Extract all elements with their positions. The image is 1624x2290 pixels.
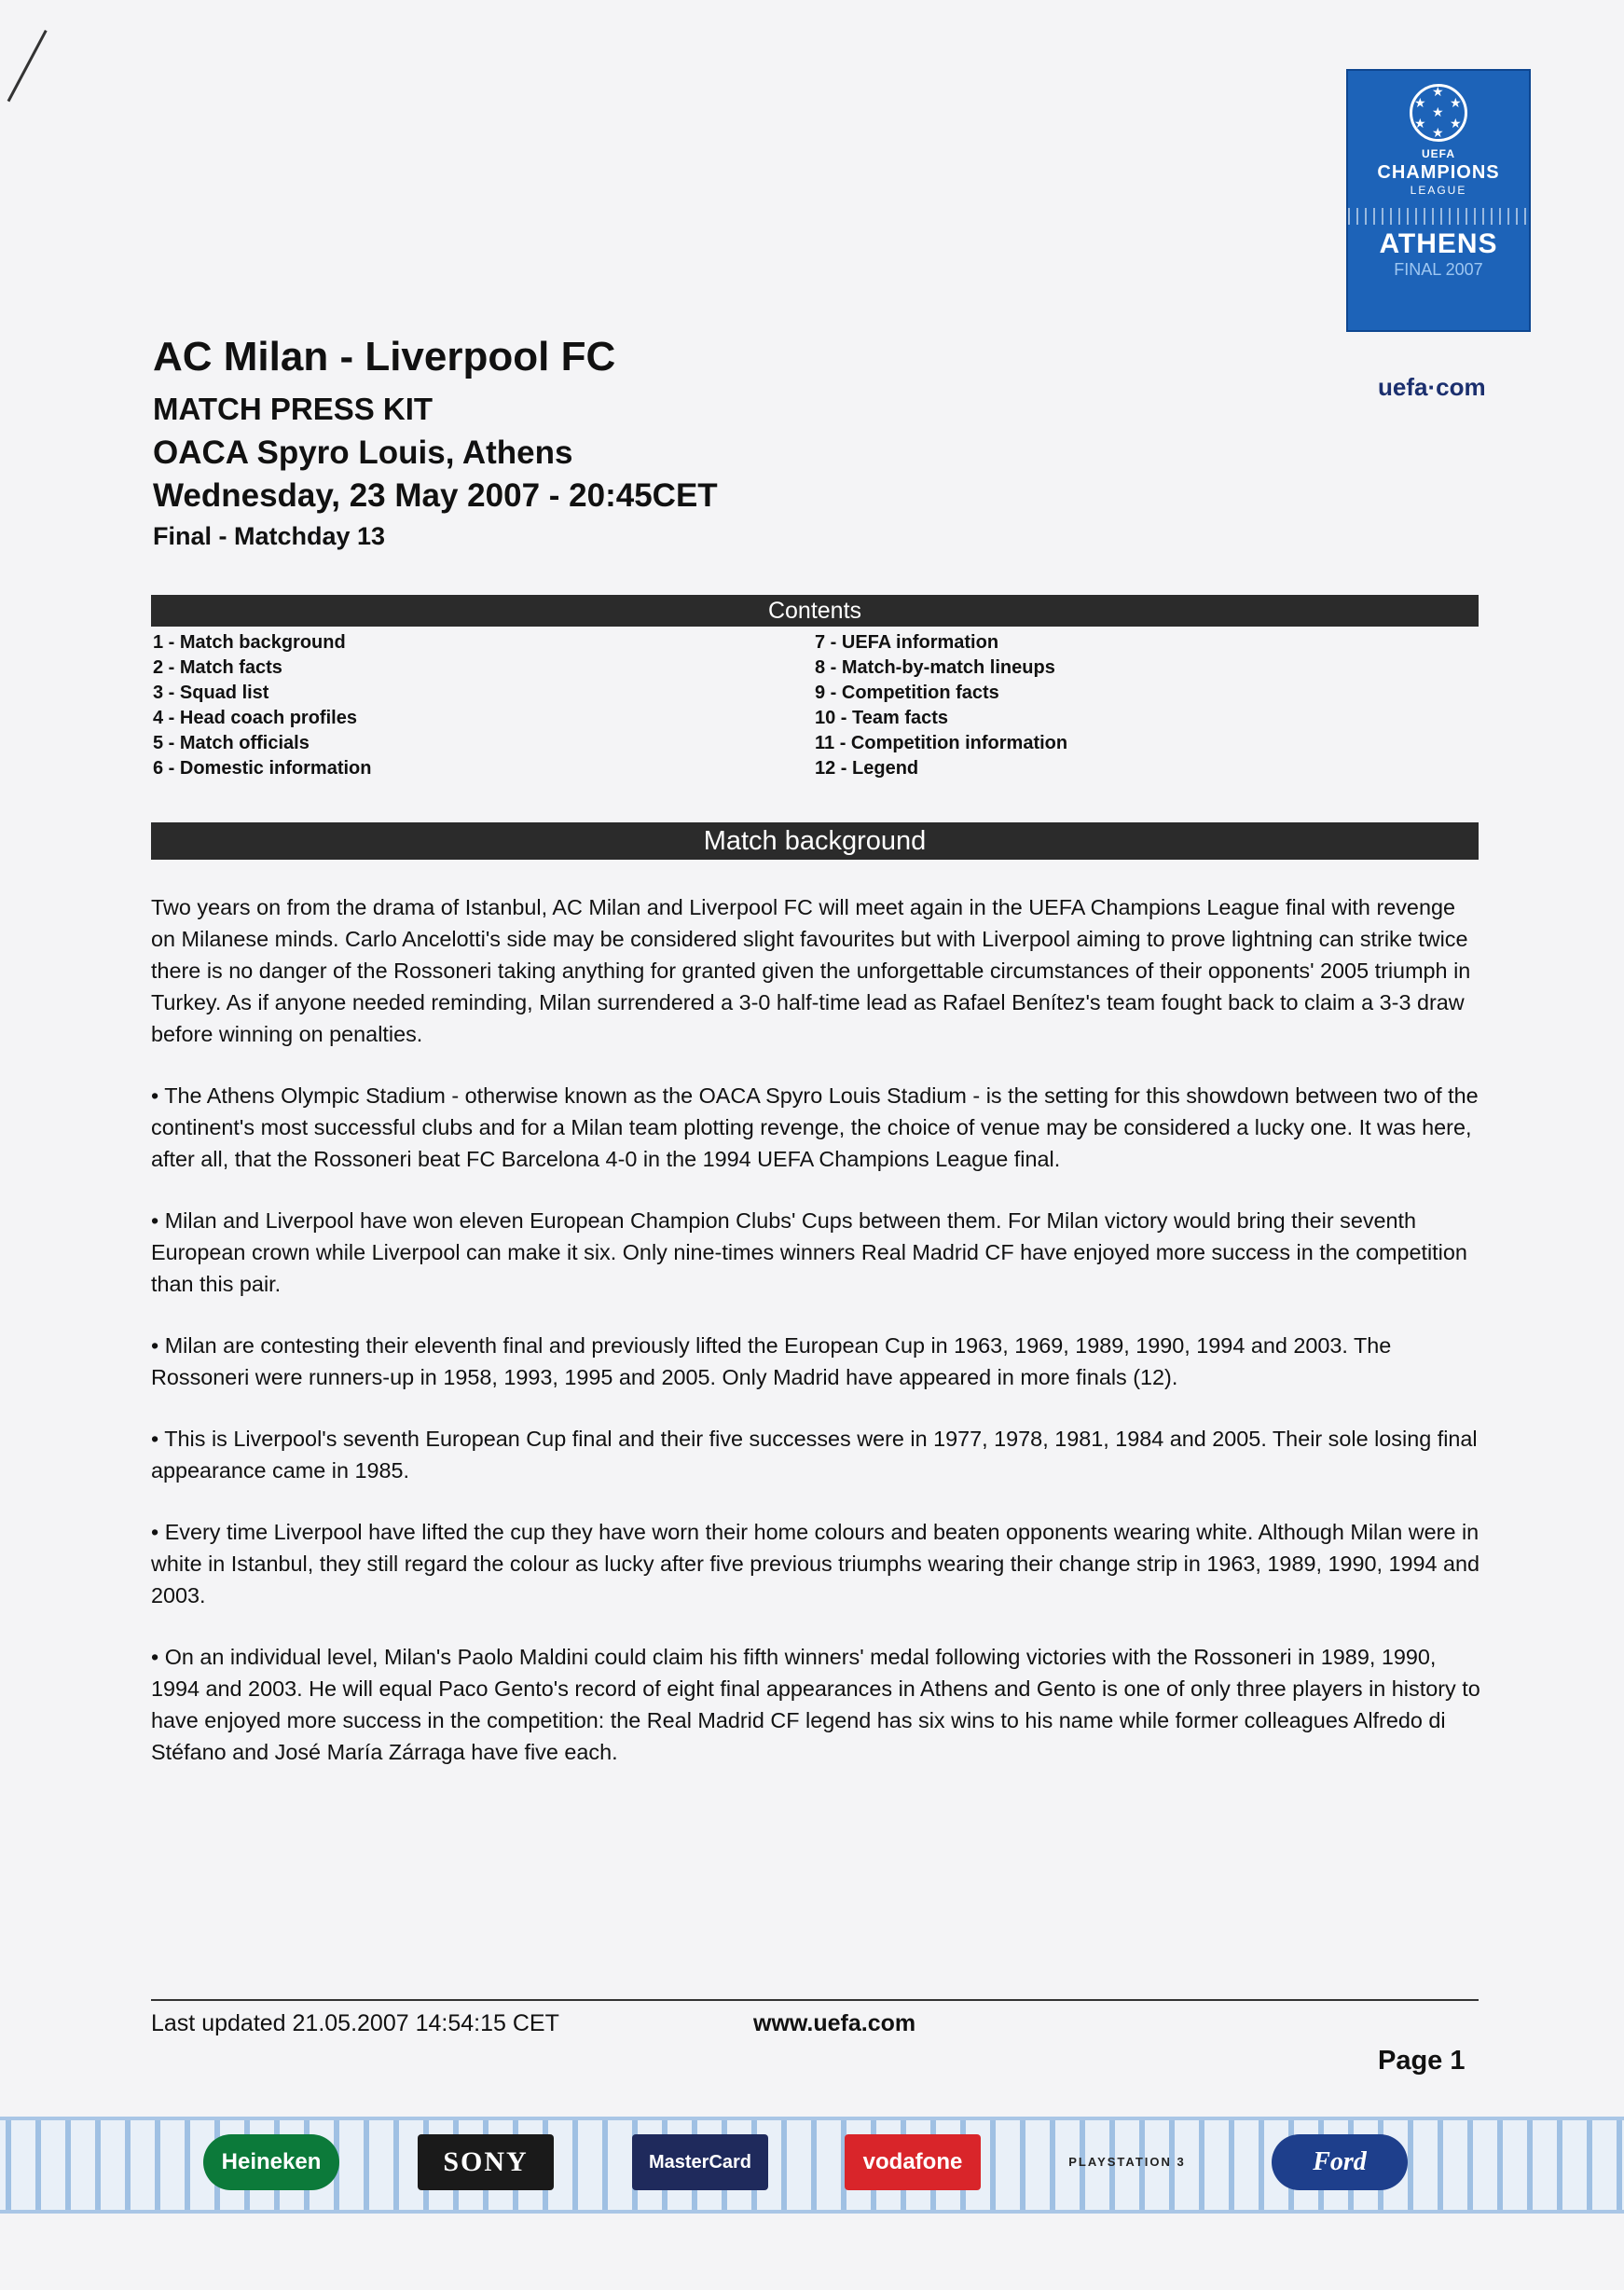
contents-item: 1 - Match background bbox=[153, 632, 346, 653]
sony-logo: SONY bbox=[418, 2134, 554, 2190]
page-number: Page 1 bbox=[1378, 2046, 1466, 2076]
contents-item: 4 - Head coach profiles bbox=[153, 708, 357, 728]
match-background-heading: Match background bbox=[151, 822, 1479, 860]
heineken-logo: Heineken bbox=[203, 2134, 339, 2190]
logo-athens: ATHENS bbox=[1379, 228, 1498, 259]
page-subtitle: MATCH PRESS KIT bbox=[153, 392, 434, 426]
venue: OACA Spyro Louis, Athens bbox=[153, 435, 573, 471]
contents-item: 3 - Squad list bbox=[153, 683, 269, 703]
meander-pattern bbox=[1348, 208, 1529, 225]
background-paragraph: • Every time Liverpool have lifted the cup they have worn their home colours and beaten opponents wearing white. Although Milan were in white in Istanbul, they still regard the colour as lucky after five previous triumphs wearing their change strip in 1963, 1989, 1990, 1994 and 2003. bbox=[151, 1520, 1480, 1607]
contents-list-right bbox=[815, 630, 1067, 781]
page-title: AC Milan - Liverpool FC bbox=[153, 334, 616, 379]
logo-final: FINAL 2007 bbox=[1394, 260, 1483, 279]
background-paragraph: • Milan and Liverpool have won eleven European Champion Clubs' Cups between them. For Milan victory would bring their seventh European crown while Liverpool can make it six. Only nine-times winners Real Madrid CF have enjoyed more success in the competition than this pair. bbox=[151, 1208, 1467, 1296]
logo-uefa: UEFA bbox=[1421, 147, 1455, 160]
match-stage: Final - Matchday 13 bbox=[153, 522, 386, 550]
champions-league-logo bbox=[1346, 69, 1531, 332]
ford-logo: Ford bbox=[1272, 2134, 1408, 2190]
background-paragraph: • Milan are contesting their eleventh final and previously lifted the European Cup in 1963, 1969, 1989, 1990, 1994 and 2003. The Rossoneri were runners-up in 1958, 1993, 1995 and 2005. Only Madrid have appeared in more finals (12). bbox=[151, 1333, 1392, 1389]
contents-item: 12 - Legend bbox=[815, 758, 919, 779]
background-paragraph: • The Athens Olympic Stadium - otherwise known as the OACA Spyro Louis Stadium - is the setting for this showdown between two of the continent's most successful clubs and for a Milan team plotting revenge, the choice of venue may be considered a lucky one. It was here, after all, that the Rossoneri beat FC Barcelona 4-0 in the 1994 UEFA Champions League final. bbox=[151, 1083, 1479, 1171]
contents-item: 8 - Match-by-match lineups bbox=[815, 657, 1055, 678]
background-paragraph: • On an individual level, Milan's Paolo Maldini could claim his fifth winners' medal following victories with the Rossoneri in 1989, 1990, 1994 and 2003. He will equal Paco Gento's record of eight final appearances in Athens and Gento is one of only three players in history to have enjoyed more success in the competition: the Real Madrid CF legend has six wins to his name while former colleagues Alfredo di Stéfano and José María Zárraga have five each. bbox=[151, 1645, 1480, 1764]
logo-league: LEAGUE bbox=[1410, 184, 1467, 197]
match-background-body bbox=[151, 891, 1480, 1798]
contents-item: 7 - UEFA information bbox=[815, 632, 999, 653]
website-link[interactable]: www.uefa.com bbox=[753, 2010, 916, 2036]
logo-champions: CHAMPIONS bbox=[1377, 162, 1500, 183]
match-datetime: Wednesday, 23 May 2007 - 20:45CET bbox=[153, 477, 718, 514]
mastercard-logo: MasterCard bbox=[632, 2134, 768, 2190]
playstation-logo: PLAYSTATION 3 bbox=[1068, 2155, 1186, 2169]
contents-item: 9 - Competition facts bbox=[815, 683, 999, 703]
contents-item: 11 - Competition information bbox=[815, 733, 1068, 753]
last-updated: Last updated 21.05.2007 14:54:15 CET bbox=[151, 2010, 559, 2036]
vodafone-logo: vodafone bbox=[845, 2134, 981, 2190]
contents-item: 6 - Domestic information bbox=[153, 758, 372, 779]
uefa-com-logo: uefa·com bbox=[1378, 373, 1486, 401]
contents-item: 10 - Team facts bbox=[815, 708, 949, 728]
contents-list-left bbox=[153, 630, 371, 781]
pen-mark bbox=[7, 30, 48, 102]
contents-item: 2 - Match facts bbox=[153, 657, 282, 678]
background-paragraph: Two years on from the drama of Istanbul, AC Milan and Liverpool FC will meet again in the UEFA Champions League final with revenge on Milanese minds. Carlo Ancelotti's side may be considered slight favourites but with Liverpool aiming to prove lightning can strike twice there is no danger of the Rossoneri taking anything for granted given the unforgettable circumstances of their opponents' 2005 triumph in Turkey. As if anyone needed reminding, Milan surrendered a 3-0 half-time lead as Rafael Benítez's team fought back to claim a 3-3 draw before winning on penalties. bbox=[151, 895, 1471, 1046]
starball-icon: ★ ★ ★ ★ ★ ★ ★ bbox=[1410, 84, 1467, 142]
contents-item: 5 - Match officials bbox=[153, 733, 310, 753]
footer-divider bbox=[151, 1999, 1479, 2001]
background-paragraph: • This is Liverpool's seventh European Cup final and their five successes were in 1977, 1978, 1981, 1984 and 2005. Their sole losing final appearance came in 1985. bbox=[151, 1427, 1478, 1483]
contents-heading: Contents bbox=[151, 595, 1479, 627]
